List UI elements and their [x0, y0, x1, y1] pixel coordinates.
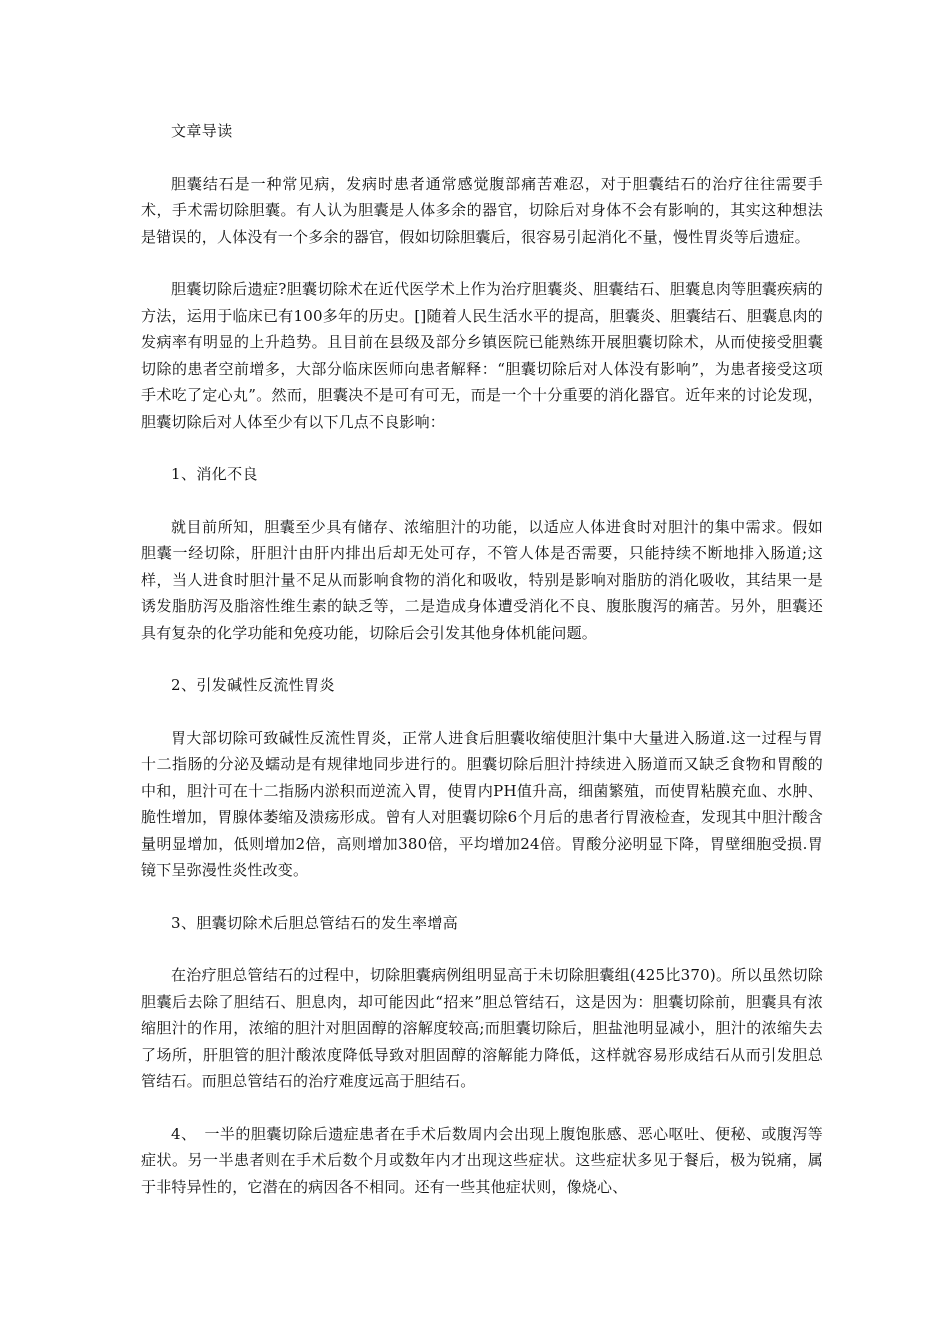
intro-paragraph: 胆囊结石是一种常见病，发病时患者通常感觉腹部痛苦难忍，对于胆囊结石的治疗往往需要手术，手术需切除胆囊。有人认为胆囊是人体多余的器官，切除后对身体不会有影响的，其实这种想法是错误的，人体没有一个多余的器官，假如切除胆囊后，很容易引起消化不量，慢性胃炎等后遗症。 — [141, 174, 823, 246]
section-3-body: 在治疗胆总管结石的过程中，切除胆囊病例组明显高于未切除胆囊组(425比370)。所以虽然切除胆囊后去除了胆结石、胆息肉，却可能因此“招来”胆总管结石，这是因为：胆囊切除前，胆囊具有浓缩胆汁的作用，浓缩的胆汁对胆固醇的溶解度较高;而胆囊切除后，胆盐池明显减小，胆汁的浓缩失去了场所，肝胆管的胆汁酸浓度降低导致对胆固醇的溶解能力降低，这样就容易形成结石从而引发胆总管结石。而胆总管结石的治疗难度远高于胆结石。 — [141, 966, 823, 1090]
document-page — [141, 118, 823, 1200]
article-guide-heading: 文章导读 — [171, 122, 233, 140]
section-1-heading: 1、消化不良 — [171, 465, 258, 483]
section-1-body: 就目前所知，胆囊至少具有储存、浓缩胆汁的功能，以适应人体进食时对胆汁的集中需求。假如胆囊一经切除，肝胆汁由肝内排出后却无处可存，不管人体是否需要，只能持续不断地排入肠道;这样，当人进食时胆汁量不足从而影响食物的消化和吸收，特别是影响对脂肪的消化吸收，其结果一是诱发脂肪泻及脂溶性维生素的缺乏等，二是造成身体遭受消化不良、腹胀腹泻的痛苦。另外，胆囊还具有复杂的化学功能和免疫功能，切除后会引发其他身体机能问题。 — [141, 517, 823, 642]
section-3-heading: 3、胆囊切除术后胆总管结石的发生率增高 — [171, 913, 459, 932]
section-4-body: 4、 一半的胆囊切除后遗症患者在手术后数周内会出现上腹饱胀感、恶心呕吐、便秘、或腹泻等症状。另一半患者则在手术后数个月或数年内才出现这些症状。这些症状多见于餐后，极为锐痛，属于非特异性的，它潜在的病因各不相同。还有一些其他症状则，像烧心、 — [141, 1124, 823, 1196]
section-2-heading: 2、引发碱性反流性胃炎 — [171, 676, 335, 694]
cholecystectomy-sequelae-paragraph: 胆囊切除后遗症?胆囊切除术在近代医学术上作为治疗胆囊炎、胆囊结石、胆囊息肉等胆囊疾病的方法，运用于临床已有100多年的历史。[]随着人民生活水平的提高，胆囊炎、胆囊结石、胆囊息肉的发病率有明显的上升趋势。且目前在县级及部分乡镇医院已能熟练开展胆囊切除术，从而使接受胆囊切除的患者空前增多，大部分临床医师向患者解释：“胆囊切除后对人体没有影响”，为患者接受这项手术吃了定心丸”。然而，胆囊决不是可有可无，而是一个十分重要的消化器官。近年来的讨论发现，胆囊切除后对人体至少有以下几点不良影响： — [141, 280, 823, 431]
section-2-body: 胃大部切除可致碱性反流性胃炎，正常人进食后胆囊收缩使胆汁集中大量进入肠道.这一过程与胃十二指肠的分泌及蠕动是有规律地同步进行的。胆囊切除后胆汁持续进入肠道而又缺乏食物和胃酸的中和，胆汁可在十二指肠内淤积而逆流入胃，使胃内PH值升高，细菌繁殖，而使胃粘膜充血、水肿、脆性增加，胃腺体萎缩及溃疡形成。曾有人对胆囊切除6个月后的患者行胃液检查，发现其中胆汁酸含量明显增加，低则增加2倍，高则增加380倍，平均增加24倍。胃酸分泌明显下降，胃壁细胞受损.胃镜下呈弥漫性炎性改变。 — [141, 728, 823, 879]
